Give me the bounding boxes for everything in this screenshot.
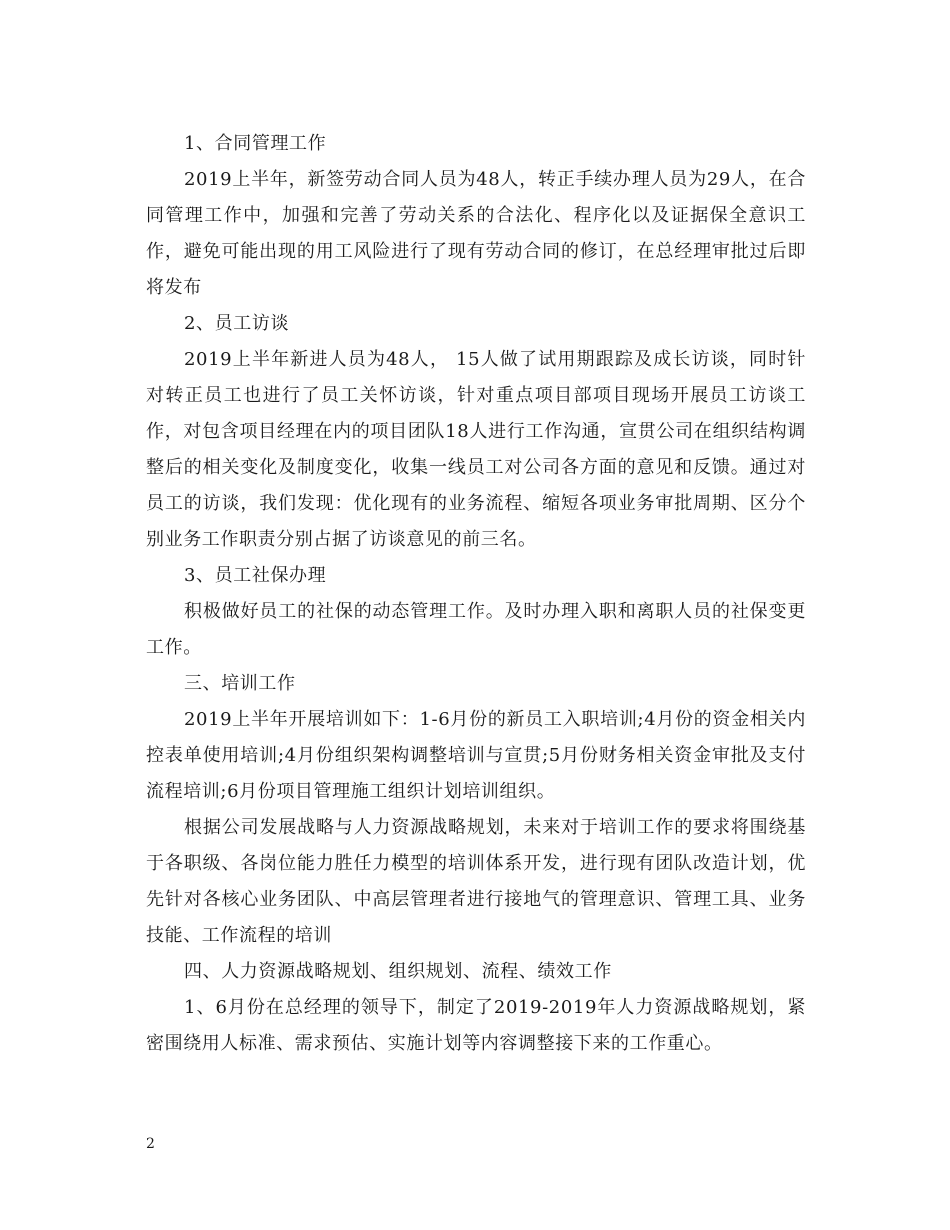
document-body — [146, 126, 806, 1062]
paragraph-training-plan: 根据公司发展战略与人力资源战略规划，未来对于培训工作的要求将围绕基于各职级、各岗位能力胜任力模型的培训体系开发，进行现有团队改造计划，优先针对各核心业务团队、中高层管理者进行接地气的管理意识、管理工具、业务技能、工作流程的培训 — [146, 817, 806, 946]
heading-contract-management: 1、合同管理工作 — [184, 133, 327, 154]
paragraph-social-insurance: 积极做好员工的社保的动态管理工作。及时办理入职和离职人员的社保变更工作。 — [146, 601, 806, 658]
paragraph-contract-management: 2019上半年，新签劳动合同人员为48人，转正手续办理人员为29人，在合同管理工作中，加强和完善了劳动关系的合法化、程序化以及证据保全意识工作，避免可能出现的用工风险进行了现有劳动合同的修订，在总经理审批过后即将发布 — [146, 169, 806, 298]
heading-training: 三、培训工作 — [184, 673, 296, 694]
paragraph-training-list: 2019上半年开展培训如下：1-6月份的新员工入职培训;4月份的资金相关内控表单使用培训;4月份组织架构调整培训与宣贯;5月份财务相关资金审批及支付流程培训;6月份项目管理施工组织计划培训组织。 — [146, 709, 806, 802]
heading-hr-strategy: 四、人力资源战略规划、组织规划、流程、绩效工作 — [184, 961, 612, 982]
paragraph-hr-strategy: 1、6月份在总经理的领导下，制定了2019-2019年人力资源战略规划，紧密围绕用人标准、需求预估、实施计划等内容调整接下来的工作重心。 — [146, 997, 806, 1054]
paragraph-employee-interviews: 2019上半年新进人员为48人， 15人做了试用期跟踪及成长访谈，同时针对转正员工也进行了员工关怀访谈，针对重点项目部项目现场开展员工访谈工作，对包含项目经理在内的项目团队18人进行工作沟通，宣贯公司在组织结构调整后的相关变化及制度变化，收集一线员工对公司各方面的意见和反馈。通过对员工的访谈，我们发现：优化现有的业务流程、缩短各项业务审批周期、区分个别业务工作职责分别占据了访谈意见的前三名。 — [146, 349, 806, 550]
heading-social-insurance: 3、员工社保办理 — [184, 565, 327, 586]
heading-employee-interviews: 2、员工访谈 — [184, 313, 290, 334]
page-number: 2 — [146, 1136, 155, 1152]
